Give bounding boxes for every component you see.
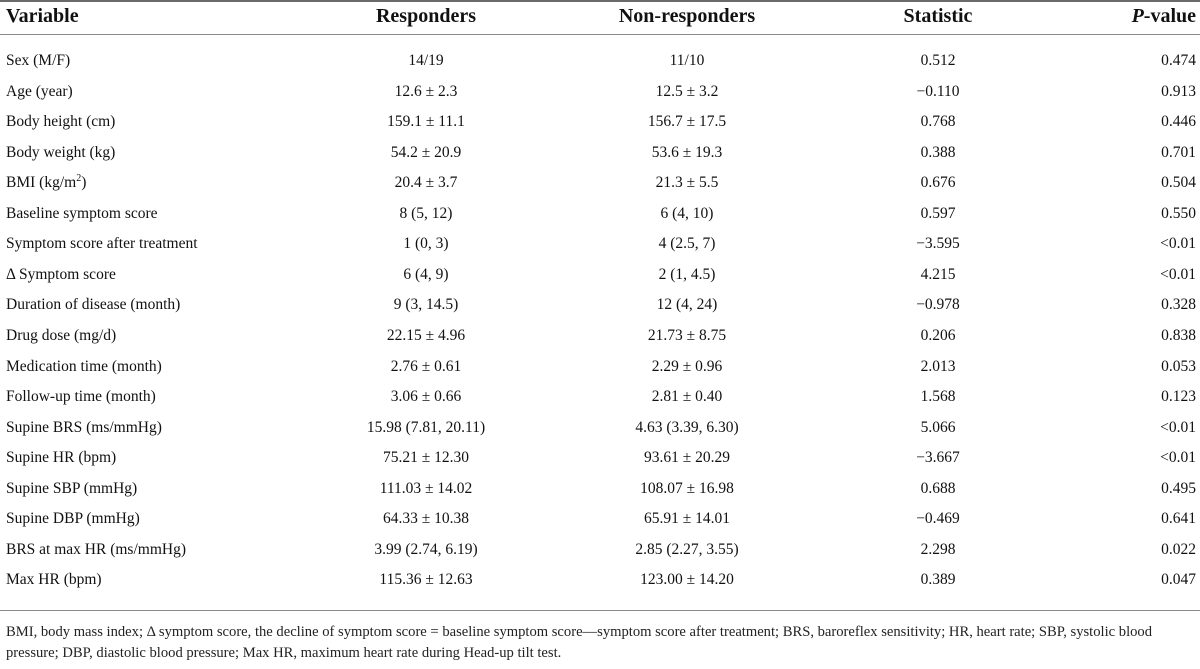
cell-variable: Drug dose (mg/d) (6, 326, 117, 344)
cell-p-value: 0.047 (1161, 571, 1196, 589)
table-row (0, 505, 1200, 536)
table-row (0, 383, 1200, 414)
table-row (0, 444, 1200, 475)
cell-p-value: 0.550 (1161, 204, 1196, 222)
cell-p-value: 0.701 (1161, 143, 1196, 161)
cell-statistic: 0.676 (920, 174, 956, 192)
cell-non-responders: 53.6 ± 19.3 (651, 143, 723, 161)
header-p-italic: P (1131, 5, 1144, 27)
cell-non-responders: 4.63 (3.39, 6.30) (635, 418, 739, 436)
cell-p-value: <0.01 (1160, 418, 1196, 436)
table-row (0, 139, 1200, 170)
cell-non-responders: 12.5 ± 3.2 (655, 82, 719, 100)
cell-statistic: 0.768 (920, 113, 956, 131)
table-row (0, 536, 1200, 567)
cell-variable-text: BMI (kg/m (6, 174, 77, 192)
cell-responders: 75.21 ± 12.30 (382, 449, 469, 467)
table-row (0, 353, 1200, 384)
cell-p-value: <0.01 (1160, 265, 1196, 283)
table-row (0, 78, 1200, 109)
header-responders: Responders (375, 5, 476, 27)
cell-responders: 115.36 ± 12.63 (379, 571, 473, 589)
cell-variable: Follow-up time (month) (6, 388, 156, 406)
cell-responders: 3.99 (2.74, 6.19) (374, 540, 478, 558)
cell-statistic: 1.568 (920, 388, 956, 406)
cell-variable: Body weight (kg) (6, 143, 116, 161)
cell-p-value: 0.641 (1161, 510, 1196, 528)
cell-p-value: 0.328 (1161, 296, 1196, 314)
cell-variable: Δ Symptom score (6, 265, 116, 283)
cell-variable: Supine SBP (mmHg) (6, 479, 138, 497)
cell-variable: Sex (M/F) (6, 52, 71, 69)
header-p-value (1132, 5, 1196, 28)
cell-responders: 111.03 ± 14.02 (379, 479, 473, 497)
cell-p-value: 0.838 (1161, 326, 1196, 344)
cell-statistic: 0.688 (920, 479, 956, 497)
table-row (0, 475, 1200, 506)
cell-p-value: <0.01 (1160, 235, 1196, 253)
header-p-rest: -value (1143, 5, 1196, 27)
cell-statistic: −0.978 (916, 296, 960, 314)
cell-non-responders: 2 (1, 4.5) (658, 265, 716, 283)
table-row (0, 322, 1200, 353)
cell-statistic: −3.595 (916, 235, 960, 253)
cell-variable: Duration of disease (month) (6, 296, 181, 314)
table-row (0, 261, 1200, 292)
table-row (0, 47, 1200, 78)
cell-variable-superscript: 2 (76, 173, 82, 185)
cell-statistic: 0.388 (920, 143, 956, 161)
header-non-responders: Non-responders (618, 5, 756, 27)
cell-variable: Max HR (bpm) (6, 571, 102, 589)
cell-responders: 3.06 ± 0.66 (390, 388, 462, 406)
cell-variable: Supine BRS (ms/mmHg) (6, 418, 162, 436)
table-row (0, 108, 1200, 139)
cell-non-responders: 123.00 ± 14.20 (640, 571, 734, 589)
cell-responders: 12.6 ± 2.3 (394, 82, 458, 100)
cell-variable: Supine HR (bpm) (6, 449, 117, 467)
cell-non-responders: 93.61 ± 20.29 (643, 449, 730, 467)
cell-responders: 15.98 (7.81, 20.11) (366, 418, 486, 436)
cell-p-value: 0.053 (1161, 357, 1196, 375)
cell-statistic: 4.215 (920, 265, 956, 283)
cell-responders: 6 (4, 9) (403, 265, 449, 283)
cell-variable: Medication time (month) (6, 357, 162, 375)
cell-statistic: 0.206 (920, 326, 956, 344)
cell-statistic: 0.597 (920, 204, 956, 222)
cell-non-responders: 21.3 ± 5.5 (655, 174, 719, 192)
cell-non-responders: 4 (2.5, 7) (658, 235, 716, 253)
cell-variable-tail: ) (81, 174, 87, 192)
header-statistic: Statistic (903, 5, 973, 27)
cell-responders: 22.15 ± 4.96 (386, 326, 466, 344)
cell-responders: 14/19 (408, 52, 444, 69)
table-header (0, 0, 1200, 35)
table-bottom-rule (0, 610, 1200, 611)
cell-non-responders: 108.07 ± 16.98 (640, 479, 734, 497)
cell-non-responders: 2.85 (2.27, 3.55) (635, 540, 739, 558)
cell-p-value: 0.446 (1161, 113, 1196, 131)
cell-variable: Age (year) (6, 82, 73, 100)
cell-variable (6, 174, 86, 192)
cell-responders: 64.33 ± 10.38 (382, 510, 469, 528)
cell-p-value: 0.123 (1161, 388, 1196, 406)
cell-responders: 159.1 ± 11.1 (387, 113, 465, 131)
table-row (0, 230, 1200, 261)
cell-statistic: −0.110 (916, 82, 960, 100)
cell-variable: Supine DBP (mmHg) (6, 510, 140, 528)
cell-responders: 20.4 ± 3.7 (394, 174, 458, 192)
cell-statistic: 2.298 (920, 540, 956, 558)
header-variable: Variable (6, 5, 79, 27)
cell-non-responders: 156.7 ± 17.5 (647, 113, 727, 131)
table-row (0, 200, 1200, 231)
cell-responders: 2.76 ± 0.61 (390, 357, 462, 375)
cell-statistic: −0.469 (916, 510, 960, 528)
table-row (0, 169, 1200, 200)
cell-statistic: 0.389 (920, 571, 956, 589)
cell-statistic: −3.667 (916, 449, 960, 467)
cell-p-value: 0.495 (1161, 479, 1196, 497)
cell-variable: Symptom score after treatment (6, 235, 198, 253)
cell-non-responders: 11/10 (669, 52, 705, 69)
table-row (0, 566, 1200, 597)
cell-p-value: 0.474 (1161, 52, 1196, 69)
table-row (0, 291, 1200, 322)
cell-statistic: 5.066 (920, 418, 956, 436)
cell-non-responders: 2.81 ± 0.40 (651, 388, 723, 406)
cell-p-value: <0.01 (1160, 449, 1196, 467)
cell-responders: 54.2 ± 20.9 (390, 143, 462, 161)
cell-non-responders: 12 (4, 24) (656, 296, 718, 314)
cell-non-responders: 21.73 ± 8.75 (647, 326, 727, 344)
cell-responders: 9 (3, 14.5) (393, 296, 459, 314)
cell-non-responders: 2.29 ± 0.96 (651, 357, 723, 375)
cell-variable: BRS at max HR (ms/mmHg) (6, 540, 186, 558)
cell-responders: 1 (0, 3) (403, 235, 449, 253)
cell-variable: Baseline symptom score (6, 204, 158, 222)
cell-p-value: 0.504 (1161, 174, 1196, 192)
cell-statistic: 0.512 (920, 52, 956, 69)
table-footnote: BMI, body mass index; Δ symptom score, the decline of symptom score = baseline symptom score—symptom score after treatment; BRS, baroreflex sensitivity; HR, heart rate; SBP, systolic blood pressure; DBP, diastolic blood pressure; Max HR, maximum heart rate during Head-up tilt test. (6, 624, 1153, 661)
cell-p-value: 0.022 (1161, 540, 1196, 558)
cell-responders: 8 (5, 12) (399, 204, 453, 222)
cell-non-responders: 65.91 ± 14.01 (643, 510, 730, 528)
cell-statistic: 2.013 (920, 357, 956, 375)
cell-variable: Body height (cm) (6, 113, 116, 131)
cell-p-value: 0.913 (1161, 82, 1196, 100)
table-row (0, 414, 1200, 445)
cell-non-responders: 6 (4, 10) (660, 204, 714, 222)
